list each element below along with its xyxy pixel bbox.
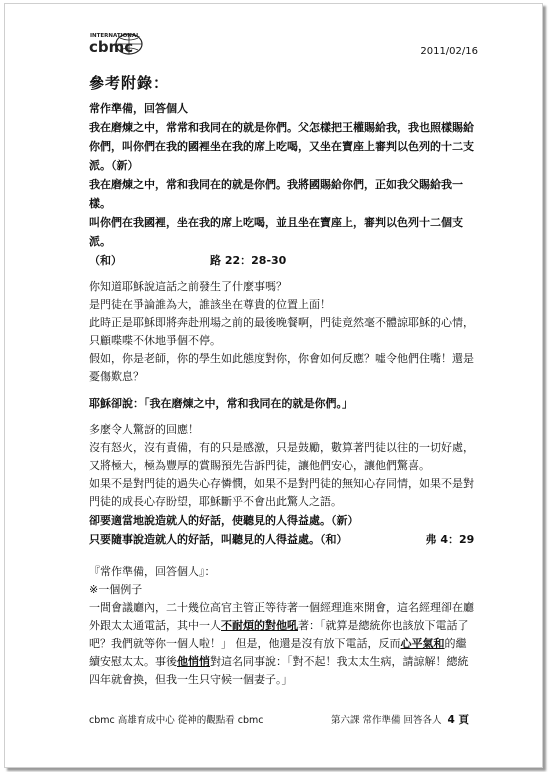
jesus-said: 耶穌卻說：「我在磨煉之中，常和我同在的就是你們。」: [89, 397, 353, 410]
para1-line: 只顧喋喋不休地爭個不停。: [89, 334, 221, 347]
verse2-line: 我在磨煉之中，常和我同在的就是你們。我將國賜給你們，正如我父賜給我一樣。: [89, 178, 463, 210]
para1-line: 假如，你是老師，你的學生如此態度對你，你會如何反應？噓令他們住嘴！還是: [89, 352, 474, 365]
cbmc-logo: [89, 30, 151, 56]
verse4-text: 只要隨事說造就人的好話，叫聽見的人得益處。（和）: [89, 533, 348, 546]
verse2-reference: 路 22：28-30: [210, 254, 287, 267]
footer-lesson: 第六課 常作準備 回答各人: [330, 715, 442, 726]
document-page: [4, 3, 543, 768]
verse2-line-last: [89, 251, 479, 270]
header-date: 2011/02/16: [420, 46, 478, 57]
para1-line: 憂傷歎息？: [89, 370, 144, 383]
story-line: 吧？我們就等你一個人啦！」 但是，他還是沒有放下電話，反而心平氣和的繼: [89, 637, 467, 650]
main-content: [89, 72, 479, 689]
logo-international-text: INTERNATIONAL: [90, 33, 140, 39]
para2-line: 多麼令人驚訝的回應！: [89, 423, 199, 436]
verse4-reference: 弗 4：29: [425, 533, 475, 546]
logo-cbmc-text: cbmc: [89, 38, 134, 56]
para1-line: 是門徒在爭論誰為大，誰該坐在尊貴的位置上面！: [89, 298, 331, 311]
subtitle: 常作準備，回答個人: [89, 102, 188, 115]
verse2-line: 叫你們在我國裡，坐在我的席上吃喝，並且坐在寶座上，審判以色列十二個支派。: [89, 216, 463, 248]
verse3: 卻要適當地說造就人的好話，使聽見的人得益處。（新）: [89, 514, 359, 527]
underlined-phrase: 心平氣和: [400, 637, 445, 650]
story-line: 四年就會換，但我一生只守候一個妻子。」: [89, 673, 293, 686]
verse1-line: 你們，叫你們在我的國裡坐在我的席上吃喝，又坐在寶座上審判以色列的十二支: [89, 140, 474, 153]
verse1-line: 派。（新）: [89, 159, 139, 172]
story-line: 外跟太太通電話，其中一人不耐煩的對他吼著：「就算是總統你也該放下電話了: [89, 619, 469, 632]
para1-line: 你知道耶穌說這話之前發生了什麼事嗎？: [89, 280, 287, 293]
page-title: 參考附錄：: [89, 74, 170, 92]
page-number: 4 頁: [447, 714, 469, 726]
story-line: 續安慰太太。事後他悄悄對這名同事說：「對不起！我太太生病，請諒解！總統: [89, 655, 469, 668]
underlined-phrase: 不耐煩的對他吼: [221, 619, 298, 632]
verse2-version: （和）: [89, 254, 122, 267]
underlined-phrase: 他悄悄: [177, 655, 210, 668]
para2-line: 門徒的成長心存盼望，耶穌斷乎不會出此驚人之語。: [89, 495, 342, 508]
section2-title: 『常作準備，回答個人』：: [89, 565, 216, 578]
verse1-line: 我在磨煉之中，常常和我同在的就是你們。父怎樣把王權賜給我，我也照樣賜給: [89, 121, 474, 134]
para2-line: 如果不是對門徒的過失心存憐憫，如果不是對門徒的無知心存同情，如果不是對: [89, 477, 474, 490]
para1-line: 此時正是耶穌即將奔赴刑場之前的最後晚餐啊，門徒竟然毫不體諒耶穌的心情，: [89, 316, 474, 329]
story-line: 一間會議廳內，二十幾位高官主管正等待著一個經理進來開會，這名經理卻在廳: [89, 601, 474, 614]
para2-line: 沒有怒火，沒有責備，有的只是感激，只是鼓勵，數算著門徒以往的一切好處，: [89, 441, 474, 454]
verse4-line: [89, 530, 479, 549]
footer-right: [331, 712, 469, 727]
para2-line: 又將極大，極為豐厚的賞賜預先告訴門徒，讓他們安心，讓他們驚喜。: [89, 459, 430, 472]
footer-left: cbmc 高雄育成中心 從神的觀點看 cbmc: [89, 715, 264, 726]
example-label: ※一個例子: [89, 583, 143, 596]
